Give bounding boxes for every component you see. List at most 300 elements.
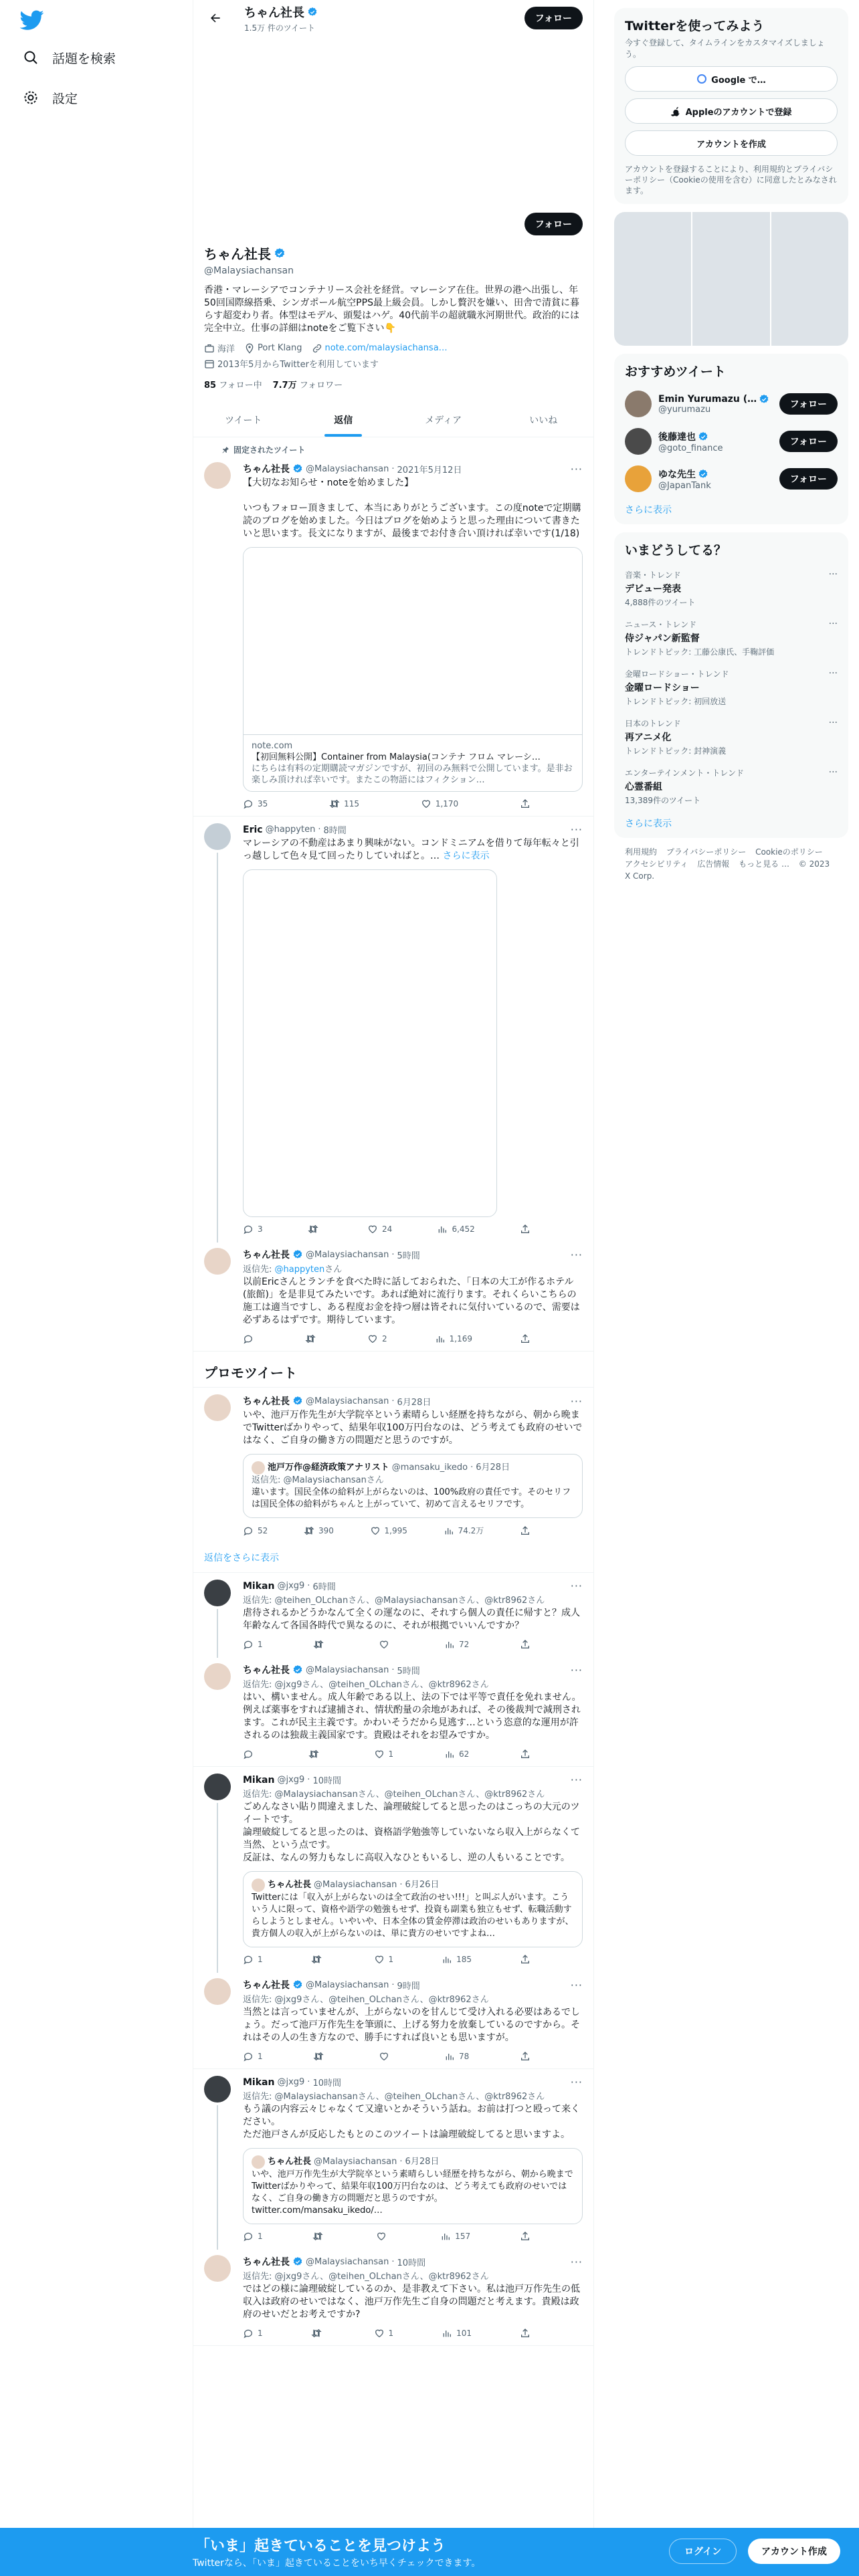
views-button[interactable]	[444, 1639, 469, 1650]
reply-to-line: 返信先: @jxg9さん、@teihen_OLchanさん、@ktr8962さん	[243, 1995, 489, 2005]
more-options-icon[interactable]: ···	[570, 1774, 583, 1786]
quoted-tweet[interactable]: 池戸万作@経済政策アナリスト @mansaku_ikedo · 6月28日 返信先: @Malaysiachansanさん 違います。国民全体の給料が上がらないのは、100%政府の責任です。そのセリフは国民全体の給料がちゃんと上がっていて、初めて言えるセリフです。	[243, 1454, 583, 1518]
tweet[interactable]: ちゃん社長 @Malaysiachansan · 10時間 ··· 返信先: @jxg9さん、@teihen_OLchanさん、@ktr8962さん ではどの様に論理破綻しているのか、是非教えて下さい。私は池戸万作先生の低収入は政府のせいではなく、池戸万作先生ご自身の問題だと考えます。貴殿は政府のせいだとお考えですか? 1 1 101	[193, 2248, 593, 2346]
quote-text: Twitterには「収入が上がらないのは全て政治のせい!!!」と叫ぶ人がいます。こういう人に限って、資格や語学の勉強もせず、投資も副業も独立もせず、転職活動すらしようとしません。いやいや、日本全体の賃金停滞は政治のせいもありますが、貴方個人の収入が上がらないのは、単に貴方のせいですよね…	[252, 1893, 574, 1939]
recommend-follow-button[interactable]: フォロー	[779, 393, 838, 415]
reply-suffix: さん	[324, 1265, 343, 1275]
tweet-time[interactable]: 5時間	[397, 1251, 420, 1261]
retweet-button[interactable]	[308, 1749, 323, 1759]
following-stat[interactable]	[204, 378, 262, 391]
trend-context: 金曜ロードショー・トレンド	[625, 669, 729, 679]
reply-count: 52	[258, 1525, 268, 1535]
share-button[interactable]	[520, 2051, 531, 2062]
signup-panel	[614, 8, 848, 204]
tab-replies[interactable]: 返信	[294, 403, 394, 437]
heart-icon	[376, 2231, 387, 2242]
signup-bottom-bar	[0, 2528, 859, 2576]
reply-button[interactable]	[243, 1954, 263, 1965]
more-options-icon[interactable]: ···	[828, 619, 838, 629]
media-thumbnail[interactable]	[692, 212, 769, 346]
avatar[interactable]	[204, 2076, 231, 2103]
left-nav	[0, 0, 193, 2576]
recommend-item[interactable]	[625, 465, 838, 492]
trend-item[interactable]	[625, 619, 838, 657]
recommend-title: おすすめツイート	[625, 364, 726, 379]
reply-button[interactable]	[243, 1224, 263, 1235]
tweet-time[interactable]: 10時間	[397, 2258, 426, 2268]
reply-icon	[243, 2231, 254, 2242]
quote-reply-to: 返信先: @Malaysiachansanさん	[252, 1475, 384, 1485]
tab-media[interactable]: メディア	[425, 415, 462, 426]
tweet[interactable]: ちゃん社長 @Malaysiachansan · 5時間 ··· 返信先: @jxg9さん、@teihen_OLchanさん、@ktr8962さん はい、構いません。成人年齢である以上、法の下では平等で責任を免れません。例えば薬事をすれば逮捕され、情状酌量の余地があれば、その後裁判で減刑されます。これが民主主義です。かわいそうだから見逃す…という恣意的な運用が許されるのは独裁主義国家です。貴殿はそれをお望みですか。 1 62	[193, 1656, 593, 1767]
verified-badge-icon	[292, 1249, 303, 1260]
quote-handle: @mansaku_ikedo	[391, 1463, 468, 1473]
trend-item[interactable]	[625, 569, 838, 608]
reply-button[interactable]	[243, 2231, 263, 2242]
reply-icon	[243, 798, 254, 809]
like-button[interactable]	[367, 1333, 387, 1344]
quote-text: いや、池戸万作先生が大学院卒という素晴らしい経歴を持ちながら、朝から晩までTwitterばかりやって、結果年収100万円台なのは、どう考えても政府のせいではなく、ご自身の働き方の問題だと思うのですが。 twitter.com/mansaku_ikedo/…	[252, 2169, 573, 2216]
gear-icon	[23, 90, 39, 106]
thread-line	[217, 1803, 218, 1973]
tweet-handle[interactable]: @Malaysiachansan	[306, 463, 389, 474]
tweet[interactable]: ちゃん社長 @Malaysiachansan · 6月28日 ··· いや、池戸万作先生が大学院卒という素晴らしい経歴を持ちながら、朝から晩までTwitterばかりやって、結果年収100万円台なのは、どう考えても政府のせいではなく、ご自身の働き方の問題だと思うのですが。 池戸万作@経済政策アナリスト @mansaku_ikedo · 6月28日 返信先: @Malaysiachansanさん 違います。国民全体の給料が上がらないのは、100%政府の責任です。そのセリフは国民全体の給料がちゃんと上がっていて、初めて言えるセリフです。 52 390 1,995 74.2万	[193, 1388, 593, 1543]
tweet-author-name[interactable]: Mikan	[243, 2076, 275, 2088]
tweet-author-name[interactable]: ちゃん社長	[243, 1396, 290, 1407]
tweet[interactable]: Mikan @jxg9 · 10時間 ··· 返信先: @Malaysiachansanさん、@teihen_OLchanさん、@ktr8962さん ごめんなさい貼り間違えました、論理破綻してると思ったのはこっちの大元のツイートです。 論理破綻してると思ったのは、資格語学勉強等していないなら収入上がらなくて当然、という点です。 反証は、なんの努力もなしに高収入なひともいるし、逆の人もいることです。 ちゃん社長 @Malaysiachansan · 6月26日 Twitterには「収入が上がらないのは全て政治のせい!!!」と叫ぶ人がいます。こういう人に限って、資格や語学の勉強もせず、投資も副業も独立もせず、転職活動すらしようとしません。いやいや、日本全体の賃金停滞は政治のせいもありますが、貴方個人の収入が上がらないのは、単に貴方のせいですよね… 1 1 185	[193, 1767, 593, 1971]
tweet-actions	[243, 1954, 531, 1965]
like-button[interactable]	[374, 2328, 394, 2339]
heart-icon	[379, 2051, 389, 2062]
heart-icon	[374, 1749, 385, 1759]
followers-label: フォロワー	[299, 381, 343, 391]
views-button[interactable]	[435, 1333, 472, 1344]
like-button[interactable]	[379, 1639, 393, 1650]
views-count: 62	[458, 1749, 470, 1759]
tab-likes[interactable]: いいね	[529, 415, 558, 426]
main-column	[193, 0, 594, 2576]
quote-handle: @Malaysiachansan	[314, 1880, 397, 1890]
google-icon	[696, 74, 707, 84]
tweet-time[interactable]: 6時間	[312, 1582, 336, 1592]
recommend-item[interactable]	[625, 428, 838, 455]
tweet-author-name[interactable]: Mikan	[243, 1774, 275, 1786]
avatar[interactable]	[625, 428, 652, 455]
avatar[interactable]	[204, 823, 231, 850]
tweet-handle[interactable]: @Malaysiachansan	[306, 1979, 389, 1990]
trend-context: エンターテインメント・トレンド	[625, 768, 745, 778]
footer-link[interactable]: Cookieのポリシー	[755, 847, 823, 857]
quoted-tweet[interactable]: ちゃん社長 @Malaysiachansan · 6月26日 Twitterには「収入が上がらないのは全て政治のせい!!!」と叫ぶ人がいます。こういう人に限って、資格や語学の勉強もせず、投資も副業も独立もせず、転職活動すらしようとしません。いやいや、日本全体の賃金停滞は政治のせいもありますが、貴方個人の収入が上がらないのは、単に貴方のせいですよね…	[243, 1871, 583, 1947]
tweet-time[interactable]: 10時間	[312, 1776, 341, 1786]
profile-follow-button[interactable]: フォロー	[524, 213, 583, 235]
create-account-button[interactable]: アカウントを作成	[625, 130, 838, 156]
like-button[interactable]	[421, 798, 458, 809]
more-options-icon[interactable]: ···	[570, 823, 583, 836]
like-count: 1,170	[435, 799, 459, 809]
heart-icon	[379, 1639, 389, 1650]
more-options-icon[interactable]: ···	[570, 2076, 583, 2088]
tweet-author-name[interactable]: ちゃん社長	[243, 1665, 290, 1676]
views-count: 78	[458, 2052, 470, 2061]
followers-count: 7.7万	[272, 381, 297, 391]
more-options-icon[interactable]: ···	[570, 1580, 583, 1592]
views-count: 157	[455, 2232, 471, 2241]
tweet-time[interactable]: 8時間	[323, 826, 347, 836]
retweet-button[interactable]	[305, 1333, 320, 1344]
reply-count: 1	[258, 1640, 263, 1649]
show-more-link[interactable]: さらに表示	[442, 851, 490, 861]
tweet[interactable]: Mikan @jxg9 · 6時間 ··· 返信先: @teihen_OLchanさん、@Malaysiachansanさん、@ktr8962さん 虐待されるかどうかなんて全くの運なのに、それすら個人の責任に帰すと？成人年齢なんて各国各時代で異なるのに、それが根拠でいいんですか？ 1 72	[193, 1573, 593, 1656]
tweet-handle[interactable]: @jxg9	[277, 1581, 305, 1591]
footer-link[interactable]: アクセシビリティ	[625, 859, 688, 869]
avatar[interactable]	[625, 391, 652, 417]
views-chart-icon	[442, 2328, 452, 2339]
profile-joined	[204, 357, 379, 370]
like-button[interactable]	[367, 1224, 392, 1235]
like-button[interactable]	[374, 1954, 394, 1965]
bottom-bar-subtitle: Twitterなら、「いま」起きていることをいち早くチェックできます。	[193, 2558, 481, 2569]
retweet-button[interactable]	[329, 798, 359, 809]
tweet-handle[interactable]: @happyten	[265, 825, 316, 835]
like-button[interactable]	[379, 2051, 393, 2062]
views-button[interactable]	[437, 1224, 474, 1235]
show-more-replies-link[interactable]: 返信をさらに表示	[193, 1543, 593, 1573]
reply-count: 1	[258, 2329, 263, 2338]
reply-button[interactable]	[243, 798, 268, 809]
reply-icon	[243, 1525, 254, 1536]
more-options-icon[interactable]: ···	[828, 668, 838, 679]
profile-handle: @Malaysiachansan	[204, 265, 294, 276]
profile-stats	[193, 378, 593, 391]
heart-icon	[367, 1333, 378, 1344]
thread-line	[217, 1609, 218, 1658]
media-thumbnail[interactable]	[771, 212, 848, 346]
tweet-author-name[interactable]: ちゃん社長	[243, 1250, 290, 1261]
quote-avatar	[252, 1879, 265, 1892]
reply-prefix: 返信先:	[243, 1265, 275, 1275]
avatar[interactable]	[204, 1394, 231, 1421]
recommend-follow-button[interactable]: フォロー	[779, 431, 838, 452]
views-chart-icon	[444, 1639, 455, 1650]
tweet-media[interactable]	[243, 869, 497, 1217]
verified-badge-icon	[292, 1396, 303, 1406]
verified-badge-icon	[307, 7, 318, 17]
trend-subtitle: トレンドトピック: 工藤公康氏、手鞠評価	[625, 647, 775, 657]
share-icon	[520, 2051, 531, 2062]
share-icon	[520, 1333, 531, 1344]
recommend-panel	[614, 354, 848, 524]
profile-name: ちゃん社長	[204, 246, 271, 262]
tweet-handle[interactable]: @Malaysiachansan	[306, 1665, 389, 1675]
trend-title: 金曜ロードショー	[625, 683, 700, 693]
heart-icon	[367, 1224, 378, 1235]
tweet-author-name[interactable]: ちゃん社長	[243, 464, 290, 475]
tweet-author-name[interactable]: ちゃん社長	[243, 2257, 290, 2268]
more-options-icon[interactable]: ···	[570, 462, 583, 475]
more-options-icon[interactable]: ···	[570, 2255, 583, 2268]
profile-website-link[interactable]: note.com/malaysiachansa…	[324, 343, 448, 353]
retweet-icon	[308, 1224, 318, 1235]
tweet-author-name[interactable]: ちゃん社長	[243, 1980, 290, 1991]
tweet-text: ごめんなさい貼り間違えました、論理破綻してると思ったのはこっちの大元のツイートです。 論理破綻してると思ったのは、資格語学勉強等していないなら収入上がらなくて当然、という点です。 反証は、なんの努力もなしに高収入なひともいるし、逆の人もいることです。	[243, 1802, 580, 1863]
bottom-bar-title: 「いま」起きていることを見つけよう	[195, 2538, 446, 2555]
trend-context: 音楽・トレンド	[625, 570, 681, 580]
tweet-author-name[interactable]: Eric	[243, 824, 263, 835]
tweet-actions	[243, 1749, 531, 1759]
tweet-handle[interactable]: @jxg9	[277, 1775, 305, 1785]
tweet-actions	[243, 1525, 531, 1536]
google-signup-label: Google で…	[711, 75, 766, 86]
retweet-icon	[311, 2328, 322, 2339]
pinned-label: 固定されたツイート	[233, 445, 306, 455]
views-chart-icon	[435, 1333, 446, 1344]
retweet-icon	[308, 1749, 319, 1759]
footer-link[interactable]: 広告情報	[697, 859, 730, 869]
topbar-name: ちゃん社長	[244, 5, 304, 20]
google-signup-button[interactable]	[625, 66, 838, 92]
quote-author-name: 池戸万作@経済政策アナリスト	[268, 1463, 389, 1473]
views-button[interactable]	[444, 1525, 484, 1536]
tweet[interactable]: Mikan @jxg9 · 10時間 ··· 返信先: @Malaysiachansanさん、@teihen_OLchanさん、@ktr8962さん もう議の内容云々じゃなくて又違いとかそういう話ね。お前は打つと殴って来ください。 ただ池戸さんが反応したもとのこのツイートは論理破綻してると思いますよ。 ちゃん社長 @Malaysiachansan · 6月28日 いや、池戸万作先生が大学院卒という素晴らしい経歴を持ちながら、朝から晩までTwitterばかりやって、結果年収100万円台なのは、どう考えても政府のせいではなく、ご自身の働き方の問題だと思うのですが。 twitter.com/mansaku_ikedo/… 1 157	[193, 2069, 593, 2248]
link-card[interactable]	[243, 547, 583, 792]
views-count: 101	[456, 2329, 472, 2338]
reply-to-handle[interactable]: @happyten	[274, 1265, 325, 1275]
reply-button[interactable]	[243, 1749, 258, 1759]
views-chart-icon	[444, 1525, 454, 1536]
tweet[interactable]: Eric @happyten · 8時間 ··· マレーシアの不動産はあまり興味がない。コンドミニアムを借りて毎年転々と引っ越しして色々見て回ったりしていればと。… さらに表示 3 24 6,452	[193, 817, 593, 1241]
recommend-name: ゆな先生	[658, 469, 696, 480]
recommend-name: 後藤達也	[658, 431, 696, 443]
reply-button[interactable]	[243, 1525, 268, 1536]
tab-tweets[interactable]: ツイート	[225, 415, 262, 426]
reply-button[interactable]	[243, 2051, 263, 2062]
trend-item[interactable]	[625, 767, 838, 806]
more-options-icon[interactable]: ···	[828, 718, 838, 728]
apple-icon	[671, 106, 682, 116]
share-icon	[520, 1224, 531, 1235]
tweet-time[interactable]: 6月28日	[397, 1397, 432, 1408]
more-options-icon[interactable]: ···	[828, 569, 838, 580]
like-count: 2	[382, 1334, 387, 1344]
topbar-follow-button[interactable]: フォロー	[524, 7, 583, 29]
avatar[interactable]	[625, 465, 652, 492]
tweet-text: 以前Ericさんとランチを食べた時に話しておられた、「日本の大工が作るホテル(旅館)」を是非見てみたいです。あれば絶対に流行ります。それくらいこちらの施工は適当ですし、ある程度お金を持つ層は皆それに気付いているので、需要は必ずあるはずです。期待しています。	[243, 1277, 580, 1325]
share-button[interactable]	[520, 1954, 531, 1965]
like-count: 24	[381, 1224, 393, 1234]
like-button[interactable]	[374, 1749, 394, 1759]
more-options-icon[interactable]: ···	[570, 1394, 583, 1408]
profile-tabs	[193, 403, 593, 437]
followers-stat[interactable]	[273, 378, 343, 391]
tweet-text: マレーシアの不動産はあまり興味がない。コンドミニアムを借りて毎年転々と引っ越しして色々見て回ったりしていればと。…	[243, 838, 579, 861]
profile-location-label: 海洋	[217, 344, 235, 354]
profile-meta	[193, 342, 593, 370]
tweet[interactable]: ちゃん社長 @Malaysiachansan · 9時間 ··· 返信先: @jxg9さん、@teihen_OLchanさん、@ktr8962さん 当然とは言っていませんが、上がらないのを甘んじて受け入れる必要はあるでしょう。だって池戸万作先生を筆頭に、上げる努力を放棄しているのですから。それはその人の生き方なので、勝手にすれば良いとも思いますが。 1 78	[193, 1971, 593, 2069]
trend-title: 再アニメ化	[625, 732, 672, 743]
retweet-button[interactable]	[308, 1224, 322, 1235]
reply-to-line: 返信先: @jxg9さん、@teihen_OLchanさん、@ktr8962さん	[243, 2272, 489, 2282]
retweet-button[interactable]	[312, 2231, 327, 2242]
card-description: にちらは有料の定期購読マガジンですが、初回のみ無料で公開しています。是非お楽しみ頂ければ幸いです。またこの物語にはフィクション…	[252, 764, 573, 785]
avatar[interactable]	[204, 1663, 231, 1690]
trend-subtitle: トレンドトピック: 初回放送	[625, 697, 727, 706]
profile-website[interactable]	[312, 342, 448, 354]
legal-text: アカウントを登録することにより、利用規約とプライバシーポリシー（Cookieの使用を含む）に同意したとみなされます。	[625, 165, 837, 195]
like-button[interactable]	[376, 2231, 391, 2242]
nav-settings[interactable]	[15, 82, 86, 114]
trend-context: ニュース・トレンド	[625, 620, 697, 629]
tweet-time[interactable]: 10時間	[312, 2078, 341, 2088]
retweet-icon	[329, 798, 340, 809]
link-icon	[312, 343, 322, 354]
tweet-handle[interactable]: @Malaysiachansan	[306, 2256, 389, 2267]
views-button[interactable]	[444, 1749, 469, 1759]
reply-button[interactable]	[243, 2328, 263, 2339]
footer-link[interactable]: プライバシーポリシー	[666, 847, 747, 857]
media-thumbnail[interactable]	[614, 212, 691, 346]
retweet-button[interactable]	[313, 2051, 328, 2062]
thread-line	[217, 853, 218, 1243]
share-icon	[520, 1639, 531, 1650]
trends-more-link[interactable]: さらに表示	[625, 819, 672, 829]
avatar[interactable]	[204, 1774, 231, 1800]
like-button[interactable]	[370, 1525, 407, 1536]
quote-avatar	[252, 2155, 265, 2169]
twitter-logo-icon[interactable]	[20, 8, 44, 32]
avatar[interactable]	[204, 2255, 231, 2282]
views-count: 74.2万	[458, 1526, 484, 1535]
quote-author-name: ちゃん社長	[268, 2157, 312, 2167]
more-options-icon[interactable]: ···	[570, 1248, 583, 1261]
share-button[interactable]	[520, 2328, 531, 2339]
views-chart-icon	[437, 1224, 448, 1235]
pin-icon	[221, 446, 229, 454]
retweet-button[interactable]	[304, 1525, 334, 1536]
card-image	[244, 548, 582, 735]
avatar[interactable]	[204, 1580, 231, 1606]
tweet-text: 虐待されるかどうかなんて全くの運なのに、それすら個人の責任に帰すと？成人年齢なんて各国各時代で異なるのに、それが根拠でいいんですか？	[243, 1608, 580, 1631]
reply-button[interactable]	[243, 1639, 263, 1650]
verified-badge-icon	[698, 431, 708, 442]
tweet[interactable]: ちゃん社長 @Malaysiachansan · 5時間 ··· 返信先: @happytenさん 以前Ericさんとランチを食べた時に話しておられた、「日本の大工が作るホテル(旅館)」を是非見てみたいです。あれば絶対に流行ります。それくらいこちらの施工は適当ですし、ある程度お金を持つ層は皆それに気付いているので、需要は必ずあるはずです。期待しています。 2 1,169	[193, 1241, 593, 1352]
reply-count: 1	[258, 2052, 263, 2061]
apple-signup-button[interactable]	[625, 98, 838, 124]
tweet-actions	[243, 798, 531, 809]
trend-item[interactable]	[625, 718, 838, 756]
right-sidebar	[614, 0, 848, 890]
avatar[interactable]	[204, 1248, 231, 1275]
retweet-count: 115	[344, 799, 359, 809]
briefcase-icon	[204, 343, 215, 354]
nav-explore[interactable]	[15, 41, 124, 74]
avatar[interactable]	[204, 1978, 231, 2005]
views-button[interactable]	[440, 2231, 470, 2242]
quoted-tweet[interactable]: ちゃん社長 @Malaysiachansan · 6月28日 いや、池戸万作先生が大学院卒という素晴らしい経歴を持ちながら、朝から晩までTwitterばかりやって、結果年収100万円台なのは、どう考えても政府のせいではなく、ご自身の働き方の問題だと思うのですが。 twitter.com/mansaku_ikedo/…	[243, 2148, 583, 2224]
retweet-icon	[313, 1639, 324, 1650]
share-button[interactable]	[520, 2231, 531, 2242]
login-button[interactable]: ログイン	[669, 2539, 737, 2564]
signup-title: Twitterを使ってみよう	[625, 19, 765, 33]
tweet-handle[interactable]: @jxg9	[277, 2077, 305, 2087]
tweet-author-name[interactable]: Mikan	[243, 1580, 275, 1592]
promo-heading: プロモツイート	[193, 1352, 593, 1388]
back-arrow-icon	[209, 11, 222, 25]
quote-text: 違います。国民全体の給料が上がらないのは、100%政府の責任です。そのセリフは国民全体の給料がちゃんと上がっていて、初めて言えるセリフです。	[252, 1487, 571, 1509]
views-button[interactable]	[442, 2328, 472, 2339]
share-button[interactable]	[520, 1749, 531, 1759]
more-options-icon[interactable]: ···	[828, 767, 838, 778]
avatar[interactable]	[204, 462, 231, 489]
share-button[interactable]	[520, 1639, 531, 1650]
tweet-handle[interactable]: @Malaysiachansan	[306, 1249, 389, 1260]
quote-time: 6月28日	[405, 2157, 440, 2167]
trends-title: いまどうしてる？	[625, 543, 727, 558]
views-button[interactable]	[444, 2051, 469, 2062]
footer-link[interactable]: もっと見る …	[739, 859, 789, 869]
trend-subtitle: 4,888件のツイート	[625, 598, 696, 607]
tweet-time[interactable]: 2021年5月12日	[397, 465, 462, 475]
retweet-button[interactable]	[311, 1954, 326, 1965]
reply-button[interactable]	[243, 1333, 258, 1344]
views-button[interactable]	[442, 1954, 472, 1965]
reply-to-line: 返信先: @jxg9さん、@teihen_OLchanさん、@ktr8962さん	[243, 1680, 489, 1690]
tweet-text: ではどの様に論理破綻しているのか、是非教えて下さい。私は池戸万作先生の低収入は政府のせいではなく、池戸万作先生ご自身の問題だと考えます。貴殿は政府のせいだとお考えですか?	[243, 2284, 580, 2320]
share-button[interactable]	[520, 1525, 531, 1536]
card-title: 【初回無料公開】Container from Malaysia(コンテナ フロム マレーシ…	[252, 752, 541, 762]
calendar-icon	[204, 358, 215, 369]
heart-icon	[370, 1525, 381, 1536]
retweet-button[interactable]	[311, 2328, 326, 2339]
tweet-text: はい、構いません。成人年齢である以上、法の下では平等で責任を免れません。例えば薬事をすれば逮捕され、情状酌量の余地があれば、その後裁判で減刑されます。これが民主主義です。かわいそうだから見逃す…という恣意的な運用が許されるのは独裁主義国家です。貴殿はそれをお望みですか。	[243, 1692, 581, 1741]
verified-badge-icon	[292, 463, 303, 474]
like-count: 1	[388, 1749, 394, 1759]
quote-handle: @Malaysiachansan	[314, 2157, 397, 2167]
tweet-handle[interactable]: @Malaysiachansan	[306, 1396, 389, 1406]
verified-badge-icon	[292, 1979, 303, 1990]
tweet[interactable]: ちゃん社長 @Malaysiachansan · 2021年5月12日 ··· 【大切なお知らせ・noteを始めました】 いつもフォロー頂きまして、本当にありがとうございます。この度noteで定期購読のブログを始めました。今日はブログを始めようと思った理由について書きたいと思います。長文になりますが、最後までお付き合い頂ければ幸いです(1/18) note.com 【初回無料公開】Container from Malaysia(コンテナ フロム マレーシ… にちらは有料の定期購読マガジンですが、初回のみ無料で公開しています。是非お楽しみ頂ければ幸いです。またこの物語にはフィクション… 35 115 1,170	[193, 455, 593, 817]
signup-button[interactable]: アカウント作成	[748, 2539, 840, 2564]
tweet-time[interactable]: 9時間	[397, 1981, 420, 1992]
recommend-more-link[interactable]: さらに表示	[625, 505, 672, 516]
share-button[interactable]	[520, 1333, 531, 1344]
more-options-icon[interactable]: ···	[570, 1663, 583, 1677]
recommend-item[interactable]	[625, 391, 838, 417]
quote-author-name: ちゃん社長	[268, 1880, 312, 1890]
share-icon	[520, 1525, 531, 1536]
tweet-text: いや、池戸万作先生が大学院卒という素晴らしい経歴を持ちながら、朝から晩までTwitterばかりやって、結果年収100万円台なのは、どう考えても政府のせいではなく、ご自身の働き方の問題だと思うのですが。	[243, 1410, 583, 1446]
topbar-tweet-count: 1.5万 件のツイート	[244, 23, 316, 33]
search-icon	[23, 49, 39, 66]
retweet-button[interactable]	[313, 1639, 328, 1650]
back-button[interactable]	[204, 7, 227, 29]
reply-count: 1	[258, 1955, 263, 1964]
retweet-icon	[304, 1525, 314, 1536]
share-button[interactable]	[520, 1224, 531, 1235]
footer-link[interactable]: 利用規約	[625, 847, 658, 857]
recommend-handle: @JapanTank	[658, 480, 711, 491]
share-button[interactable]	[520, 798, 531, 809]
reply-icon	[243, 2328, 254, 2339]
more-options-icon[interactable]: ···	[570, 1978, 583, 1992]
recommend-follow-button[interactable]: フォロー	[779, 468, 838, 490]
pinned-indicator	[193, 437, 593, 455]
trend-item[interactable]	[625, 668, 838, 707]
profile-banner	[193, 36, 593, 170]
tweet-time[interactable]: 5時間	[397, 1666, 420, 1677]
recommend-name: Emin Yurumazu (…	[658, 393, 757, 405]
reply-icon	[243, 1639, 254, 1650]
